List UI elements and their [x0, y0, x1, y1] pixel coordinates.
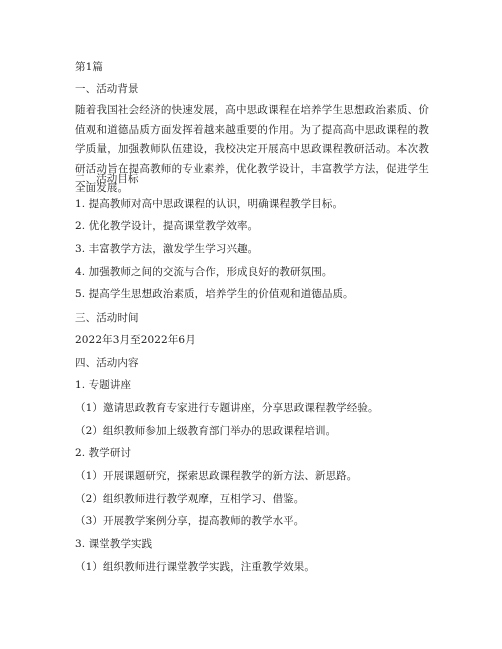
activity-time: 2022年3月至2022年6月 — [75, 334, 196, 346]
content-subitem: （1）组织教师进行课堂教学实践，注重教学效果。 — [75, 561, 315, 573]
goal-item-3: 3. 丰富教学方法，激发学生学习兴趣。 — [75, 243, 259, 255]
section-heading-goals: 二、活动目标 — [75, 173, 139, 185]
section-heading-content: 四、活动内容 — [75, 357, 139, 369]
background-paragraph: 随着我国社会经济的快速发展，高中思政课程在培养学生思想政治素质、价值观和道德品质方面发挥着越来越重要的作用。为了提高高中思政课程的教学质量，加强教师队伍建设，我校决定开展高中思政课程教研活动。本次教研活动旨在提高教师的专业素养，优化教学设计，丰富教学方法，促进学生全面发展。 — [75, 104, 429, 194]
goal-item-1: 1. 提高教师对高中思政课程的认识，明确课程教学目标。 — [75, 198, 344, 210]
content-subitem: （2）组织教师进行教学观摩，互相学习、借鉴。 — [75, 493, 305, 505]
content-subitem: （1）开展课题研究，探索思政课程教学的新方法、新思路。 — [75, 470, 358, 482]
section-heading-time: 三、活动时间 — [75, 312, 139, 324]
content-subitem: （2）组织教师参加上级教育部门举办的思政课程培训。 — [75, 425, 337, 437]
content-subitem: （3）开展教学案例分享，提高教师的教学水平。 — [75, 515, 305, 527]
goal-item-4: 4. 加强教师之间的交流与合作，形成良好的教研氛围。 — [75, 266, 333, 278]
chapter-heading: 第1篇 — [75, 61, 103, 73]
goal-item-5: 5. 提高学生思想政治素质，培养学生的价值观和道德品质。 — [75, 288, 354, 300]
goal-item-2: 2. 优化教学设计，提高课堂教学效率。 — [75, 220, 259, 232]
content-item-lecture: 1. 专题讲座 — [75, 379, 132, 391]
content-item-practice: 3. 课堂教学实践 — [75, 538, 153, 550]
content-subitem: （1）邀请思政教育专家进行专题讲座，分享思政课程教学经验。 — [75, 402, 379, 414]
content-item-seminar: 2. 教学研讨 — [75, 447, 132, 459]
section-heading-background: 一、活动背景 — [75, 83, 139, 95]
